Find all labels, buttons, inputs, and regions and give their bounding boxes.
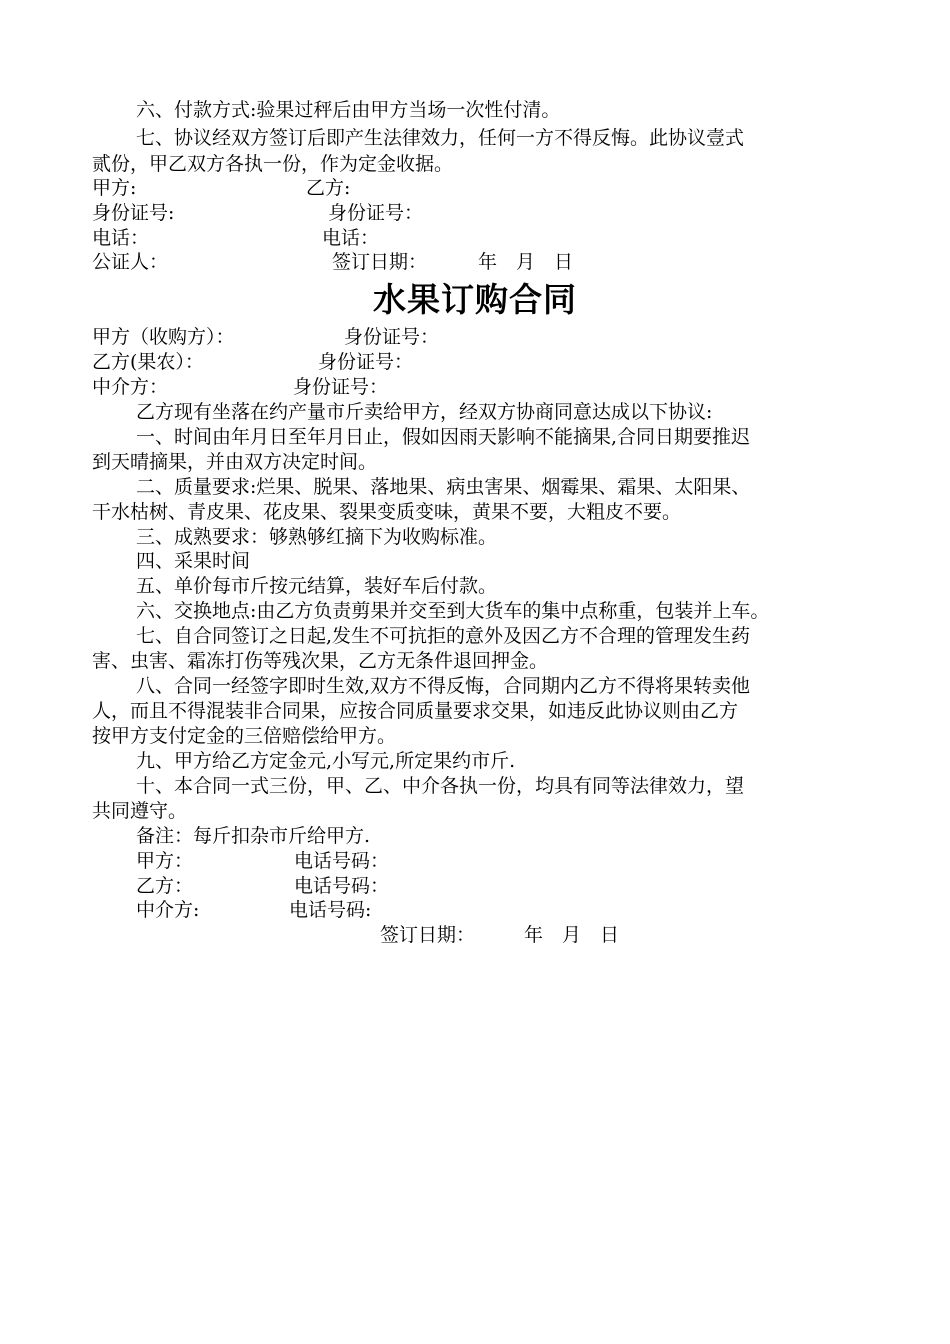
clause-3: 三、成熟要求：够熟够红摘下为收购标准。 — [136, 526, 498, 548]
signature-party-b-label: 乙方： — [136, 875, 194, 897]
signature-agent-label: 中介方: — [136, 899, 200, 921]
intro-paragraph: 乙方现有坐落在约产量市斤卖给甲方，经双方协商同意达成以下协议: — [136, 401, 713, 423]
agent-label: 中介方： — [92, 376, 169, 398]
buyer-label: 甲方（收购方）： — [92, 326, 235, 348]
clause-10-line-2: 共同遵守。 — [92, 800, 188, 822]
signature-party-b-phone-label: 电话号码： — [294, 875, 390, 897]
prev-sign-date-label: 签订日期： — [332, 251, 428, 273]
agent-id-label: 身份证号： — [293, 376, 389, 398]
clause-5: 五、单价每市斤按元结算，装好车后付款。 — [136, 575, 498, 597]
prev-id-b-label: 身份证号： — [328, 202, 424, 224]
signature-party-a-label: 甲方： — [136, 850, 194, 872]
prev-clause-7-line-2: 贰份，甲乙双方各执一份，作为定金收据。 — [92, 153, 454, 175]
buyer-id-label: 身份证号： — [344, 326, 440, 348]
prev-phone-a-label: 电话： — [92, 227, 150, 249]
prev-party-a-label: 甲方: — [92, 177, 137, 199]
clause-10-line-1: 十、本合同一式三份，甲、乙、中介各执一份，均具有同等法律效力，望 — [136, 775, 745, 797]
clause-6: 六、交换地点:由乙方负责剪果并交至到大货车的集中点称重，包装并上车。 — [136, 600, 770, 622]
clause-1-line-1: 一、时间由年月日至年月日止，假如因雨天影响不能摘果,合同日期要推迟 — [136, 426, 751, 448]
clause-7-line-1: 七、自合同签订之日起,发生不可抗拒的意外及因乙方不合理的管理发生药 — [136, 625, 751, 647]
seller-label: 乙方(果农）： — [92, 351, 204, 373]
clause-8-line-3: 按甲方支付定金的三倍赔偿给甲方。 — [92, 725, 397, 747]
clause-2-line-2: 干水枯树、青皮果、花皮果、裂果变质变味，黄果不要，大粗皮不要。 — [92, 501, 682, 523]
prev-id-a-label: 身份证号: — [92, 202, 175, 224]
sign-date-label: 签订日期： — [380, 924, 476, 946]
clause-4: 四、采果时间 — [136, 550, 251, 572]
sign-date-ymd: 年 月 日 — [524, 924, 620, 946]
signature-party-a-phone-label: 电话号码： — [294, 850, 390, 872]
signature-agent-phone-label: 电话号码: — [289, 899, 372, 921]
clause-8-line-2: 人，而且不得混装非合同果，应按合同质量要求交果，如违反此协议则由乙方 — [92, 700, 739, 722]
contract-title: 水果订购合同 — [373, 280, 577, 319]
prev-sign-date-ymd: 年 月 日 — [478, 251, 574, 273]
clause-8-line-1: 八、合同一经签字即时生效,双方不得反悔，合同期内乙方不得将果转卖他 — [136, 675, 751, 697]
prev-clause-7-line-1: 七、协议经双方签订后即产生法律效力，任何一方不得反悔。此协议壹式 — [136, 127, 745, 149]
clause-7-line-2: 害、虫害、霜冻打伤等残次果，乙方无条件退回押金。 — [92, 650, 549, 672]
clause-1-line-2: 到天晴摘果，并由双方决定时间。 — [92, 451, 378, 473]
prev-party-b-label: 乙方: — [306, 177, 351, 199]
prev-clause-6: 六、付款方式:验果过秤后由甲方当场一次性付清。 — [136, 99, 561, 121]
prev-notary-label: 公证人： — [92, 251, 169, 273]
clause-2-line-1: 二、质量要求:烂果、脱果、落地果、病虫害果、烟霉果、霜果、太阳果、 — [136, 476, 751, 498]
remark: 备注：每斤扣杂市斤给甲方. — [136, 825, 371, 847]
prev-phone-b-label: 电话： — [322, 227, 380, 249]
clause-9: 九、甲方给乙方定金元,小写元,所定果约市斤. — [136, 750, 516, 772]
seller-id-label: 身份证号： — [318, 351, 414, 373]
